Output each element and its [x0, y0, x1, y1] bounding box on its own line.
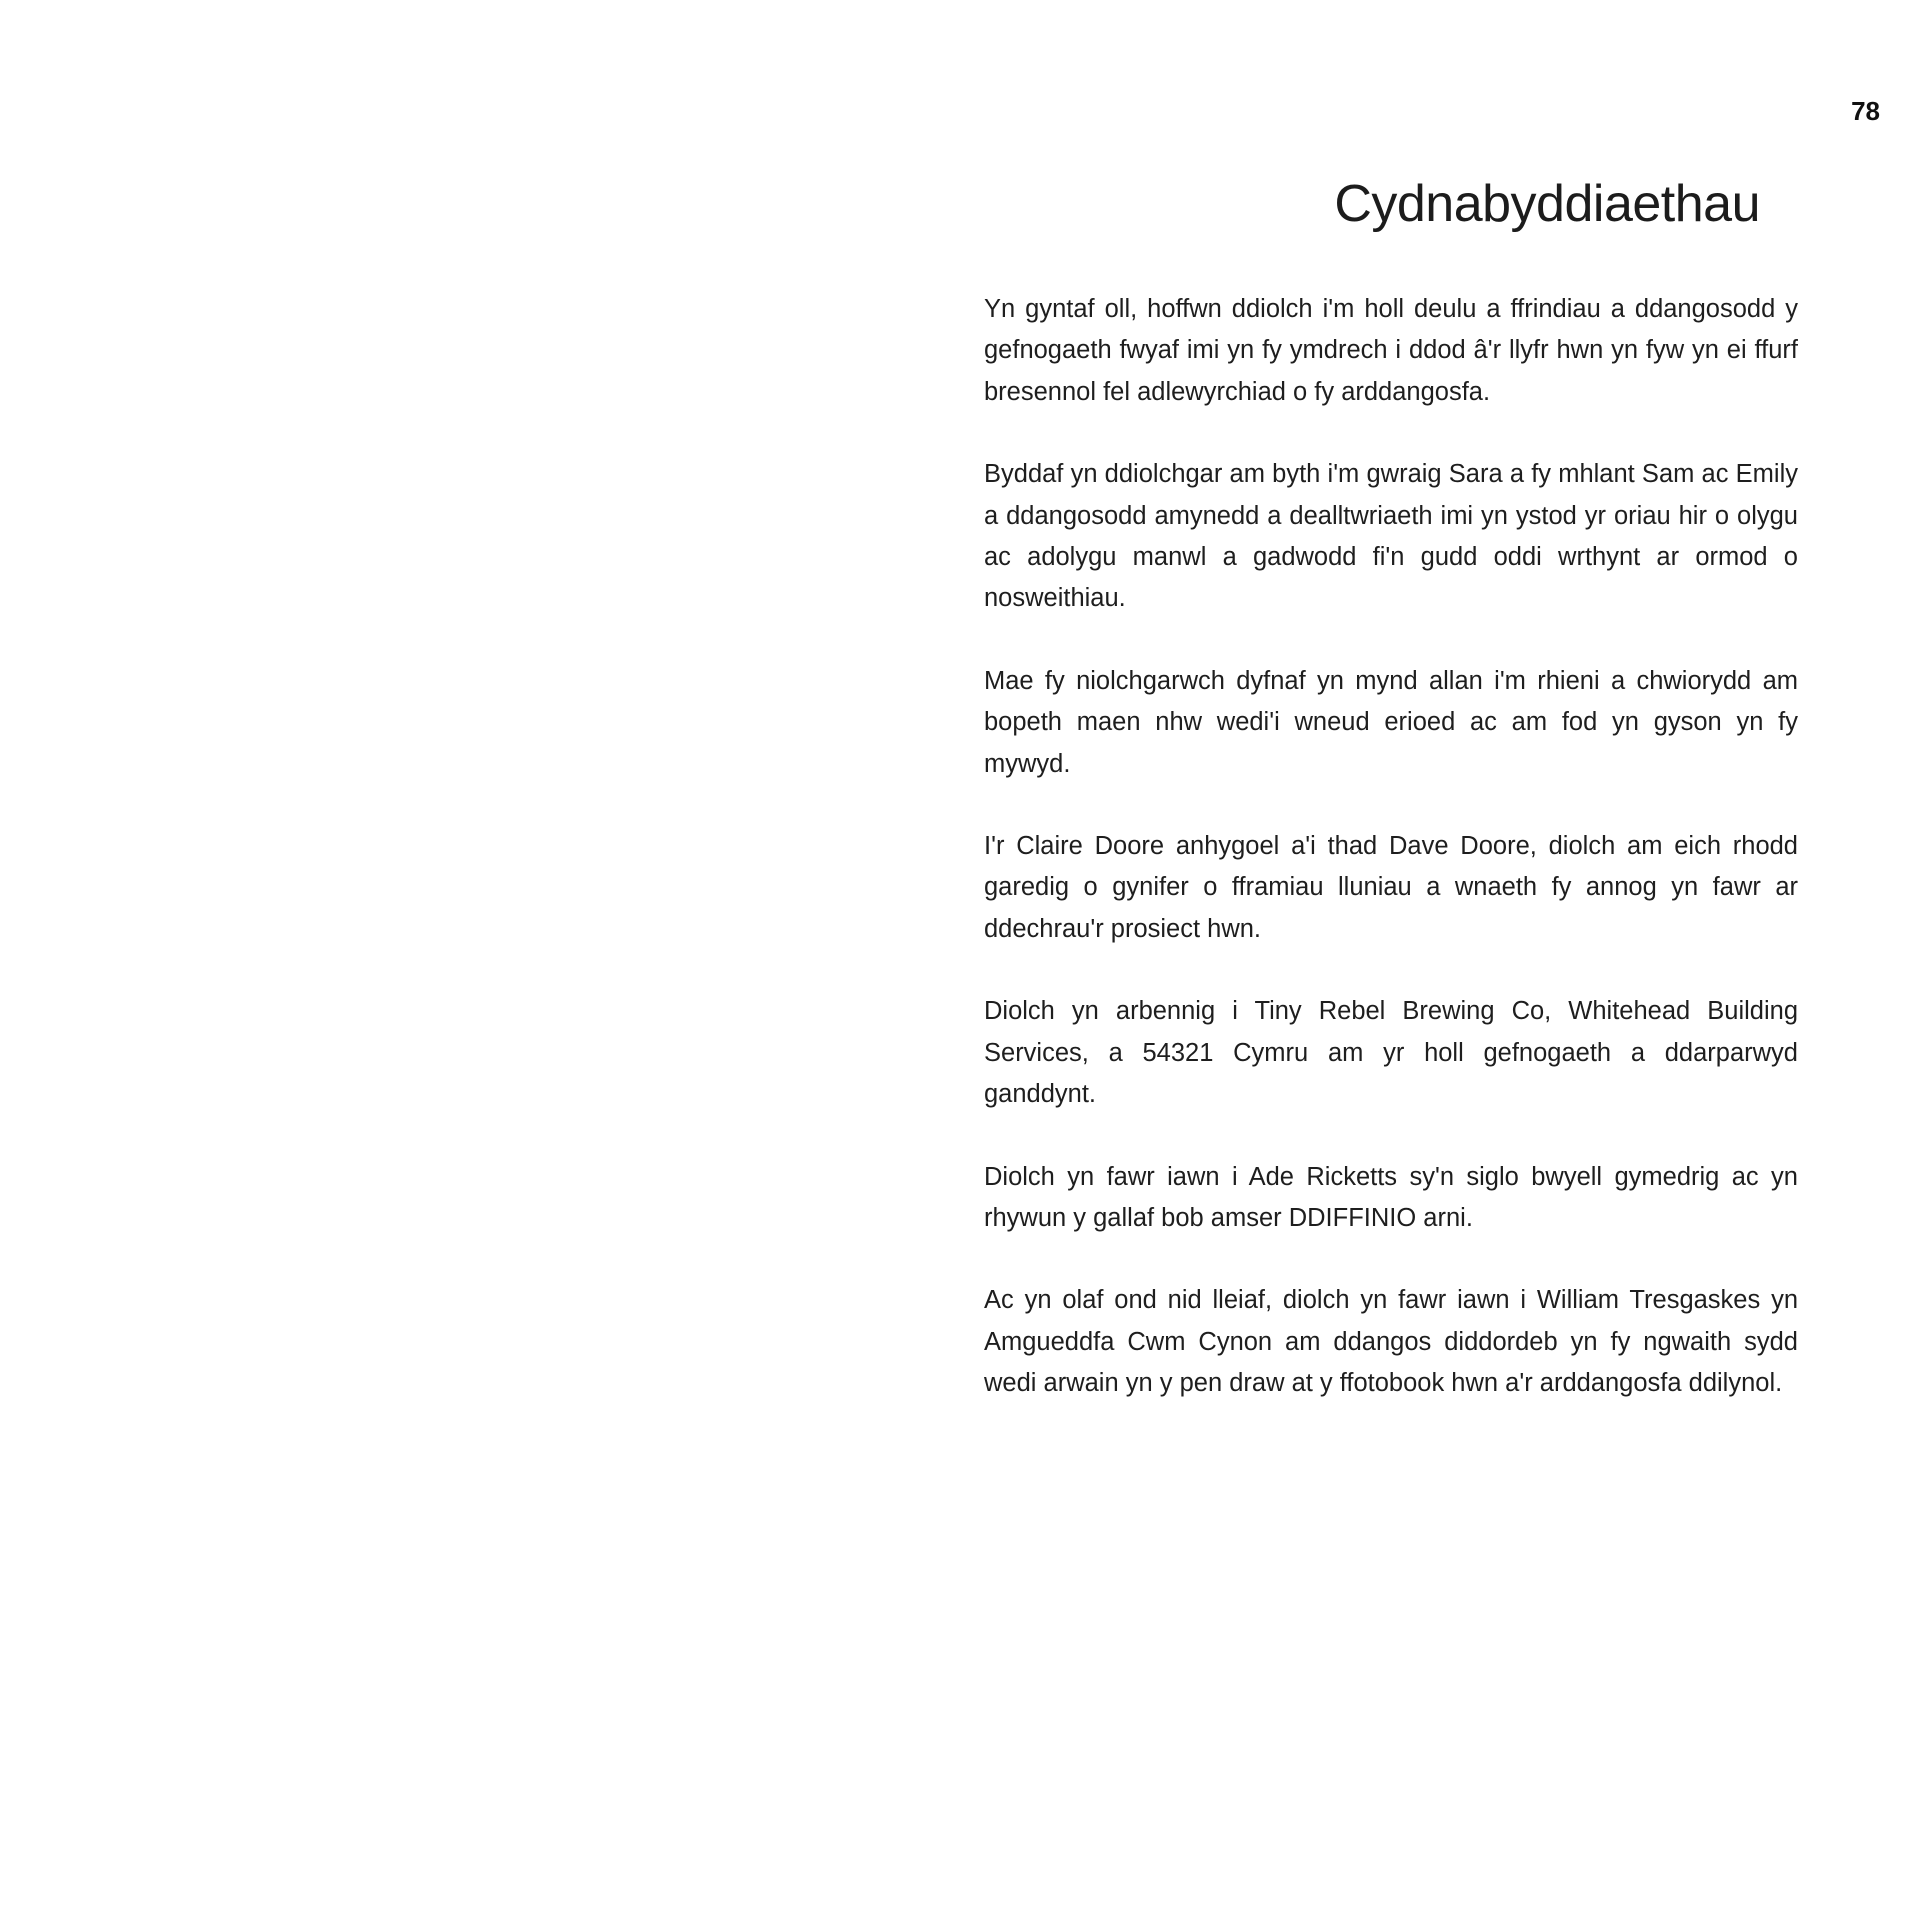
- page-number: 78: [1851, 96, 1880, 126]
- paragraph-wife-children: Byddaf yn ddiolchgar am byth i'm gwraig Sara a fy mhlant Sam ac Emily a ddangosodd amynedd a dealltwriaeth imi yn ystod yr oriau hir o olygu ac adolygu manwl a gadwodd fi'n gudd oddi wrthynt ar ormod o nosweithiau.: [984, 460, 1798, 613]
- page-title: Cydnabyddiaethau: [1334, 175, 1760, 233]
- paragraph-ade-ricketts: Diolch yn fawr iawn i Ade Ricketts sy'n siglo bwyell gymedrig ac yn rhywun y gallaf bob amser DDIFFINIO arni.: [984, 1162, 1798, 1232]
- acknowledgements-body: [984, 289, 1798, 1446]
- paragraph-sponsors: Diolch yn arbennig i Tiny Rebel Brewing Co, Whitehead Building Services, a 54321 Cymru am yr holl gefnogaeth a ddarparwyd ganddynt.: [984, 997, 1798, 1109]
- paragraph-family-friends: Yn gyntaf oll, hoffwn ddiolch i'm holl deulu a ffrindiau a ddangosodd y gefnogaeth fwyaf imi yn fy ymdrech i ddod â'r llyfr hwn yn fyw yn ei ffurf bresennol fel adlewyrchiad o fy arddangosfa.: [984, 295, 1798, 406]
- paragraph-parents-sisters: Mae fy niolchgarwch dyfnaf yn mynd allan i'm rhieni a chwiorydd am bopeth maen nhw wedi'i wneud erioed ac am fod yn gyson yn fy mywyd.: [984, 666, 1798, 778]
- paragraph-william-tresgaskes: Ac yn olaf ond nid lleiaf, diolch yn fawr iawn i William Tresgaskes yn Amgueddfa Cwm Cynon am ddangos diddordeb yn fy ngwaith sydd wedi arwain yn y pen draw at y ffotobook hwn a'r arddangosfa ddilynol.: [984, 1286, 1798, 1398]
- paragraph-doore: I'r Claire Doore anhygoel a'i thad Dave Doore, diolch am eich rhodd garedig o gynifer o fframiau lluniau a wnaeth fy annog yn fawr ar ddechrau'r prosiect hwn.: [984, 832, 1798, 943]
